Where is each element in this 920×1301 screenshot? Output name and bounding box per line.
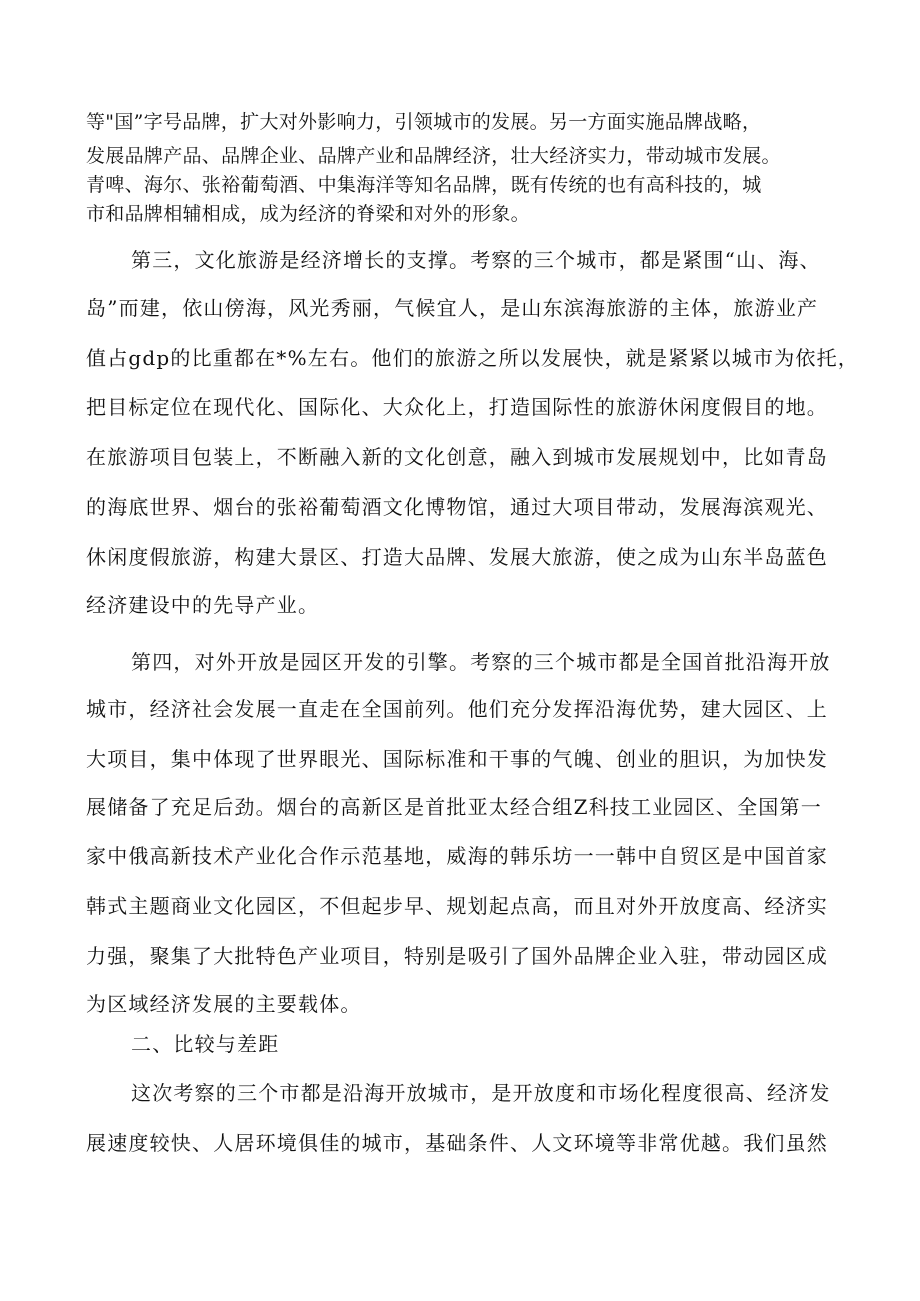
text-line: 为区域经济发展的主要载体。 [86,992,362,1016]
text-line: 家中俄高新技术产业化合作示范基地，威海的韩乐坊一一韩中自贸区是中国首家 [86,844,828,868]
text-line: 市和品牌相辅相成，成为经济的脊梁和对外的形象。 [86,203,530,225]
text-line: 展速度较快、人居环境俱佳的城市，基础条件、人文环境等非常优越。我们虽然 [86,1131,828,1155]
text-line: 值占gdp的比重都在*%左右。他们的旅游之所以发展快，就是紧紧以城市为依托， [86,346,860,370]
section-heading: 二、比较与差距 [131,1032,280,1056]
paragraph-start-line: 这次考察的三个市都是沿海开放城市，是开放度和市场化程度很高、经济发 [131,1081,831,1105]
text-line: 把目标定位在现代化、国际化、大众化上，打造国际性的旅游休闲度假目的地。 [86,395,828,419]
text-line: 青啤、海尔、张裕葡萄酒、中集海洋等知名品牌，既有传统的也有高科技的，城 [86,174,762,196]
text-line: 韩式主题商业文化园区，不但起步早、规划起点高，而且对外开放度高、经济实 [86,894,828,918]
text-line: 休闲度假旅游，构建大景区、打造大品牌、发展大旅游，使之成为山东半岛蓝色 [86,545,828,569]
text-line: 城市，经济社会发展一直走在全国前列。他们充分发挥沿海优势，建大园区、上 [86,697,828,721]
text-line: 发展品牌产品、品牌企业、品牌产业和品牌经济，壮大经济实力，带动城市发展。 [86,145,781,167]
text-line: 展储备了充足后劲。烟台的高新区是首批亚太经合组Z科技工业园区、全国第一 [86,795,822,819]
paragraph-start-line: 第四，对外开放是园区开发的引擎。考察的三个城市都是全国首批沿海开放 [131,650,831,674]
text-line: 岛”而建，依山傍海，风光秀丽，气候宜人，是山东滨海旅游的主体，旅游业产 [86,296,819,320]
text-line: 大项目，集中体现了世界眼光、国际标准和干事的气魄、创业的胆识，为加快发 [86,747,828,771]
text-line: 经济建设中的先导产业。 [86,593,320,617]
text-line: 力强，聚集了大批特色产业项目，特别是吸引了国外品牌企业入驻，带动园区成 [86,944,828,968]
text-line: 等"国”字号品牌，扩大对外影响力，引领城市的发展。另一方面实施品牌战略， [86,111,762,133]
paragraph-start-line: 第三，文化旅游是经济增长的支撑。考察的三个城市，都是紧围“山、海、 [131,248,821,272]
text-line: 的海底世界、烟台的张裕葡萄酒文化博物馆，通过大项目带动，发展海滨观光、 [86,495,828,519]
text-line: 在旅游项目包装上，不断融入新的文化创意，融入到城市发展规划中，比如青岛 [86,445,828,469]
